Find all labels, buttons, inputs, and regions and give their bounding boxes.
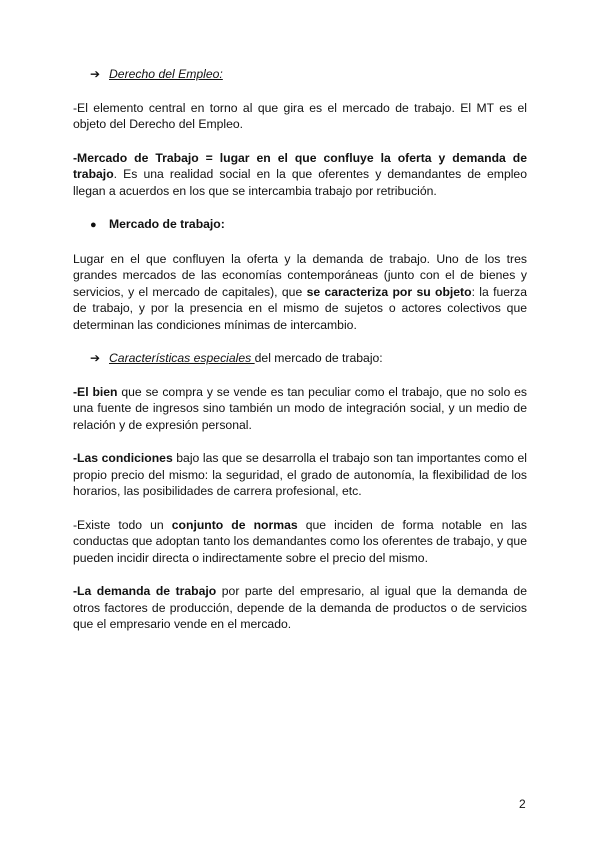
paragraph-text: por parte del empresario, al igual que la demanda de otros factores de producción, depende de la demanda de productos o de servicios que el empresario vende en el mercado. — [73, 584, 527, 631]
heading-text — [109, 350, 383, 367]
paragraph-la-demanda-de-trabajo — [73, 583, 527, 633]
page-number: 2 — [519, 797, 526, 811]
bullet-heading-text: Mercado de trabajo: — [109, 217, 225, 231]
paragraph-text: Lugar en el que confluyen la oferta y la demanda de trabajo. Uno de los tres grandes mercados de las economías contemporáneas (junto con el de bienes y servicios, y el mercado de capitales), que — [73, 251, 527, 299]
paragraph-text: que inciden de forma notable en las conductas que adoptan tanto los demandantes como los oferentes de trabajo, y que pueden incidir directa o indirectamente sobre el precio del mismo. — [73, 517, 527, 565]
paragraph-text: . Es una realidad social en la que oferentes y demandantes de empleo llegan a acuerdos en los que se intercambia trabajo por retribución. — [73, 167, 527, 198]
heading-text: Derecho del Empleo: — [109, 67, 223, 81]
bullet-icon: ● — [90, 219, 97, 231]
paragraph-conjunto-de-normas — [73, 517, 527, 567]
page-content — [73, 66, 527, 633]
arrow-icon: ➔ — [90, 67, 101, 81]
section-heading-derecho-del-empleo — [90, 66, 527, 83]
heading-italic-text: Características especiales — [109, 351, 255, 365]
paragraph-text: -Existe todo un — [73, 517, 172, 532]
paragraph-mercado-central — [73, 100, 527, 133]
arrow-icon: ➔ — [90, 351, 101, 365]
paragraph-text: bajo las que se desarrolla el trabajo son tan importantes como el propio precio del mismo: la seguridad, el grado de autonomía, la flexibilidad de los horarios, las posibilidades de carrera profesional, etc. — [73, 451, 527, 498]
paragraph-mercado-de-trabajo-definition — [73, 150, 527, 200]
bold-phrase: conjunto de normas — [171, 517, 298, 532]
bold-lead: -Las condiciones — [73, 451, 173, 465]
paragraph-text: -El elemento central en torno al que gira es el mercado de trabajo. El MT es el objeto del Derecho del Empleo. — [73, 100, 527, 131]
paragraph-lugar — [73, 251, 527, 334]
paragraph-el-bien — [73, 384, 527, 434]
paragraph-text: que se compra y se vende es tan peculiar como el trabajo, que no solo es una fuente de ingresos sino también un modo de integración social, y un medio de relación y de expresión personal. — [73, 384, 527, 432]
bold-phrase: se caracteriza por su objeto — [306, 284, 472, 299]
bold-lead: -La demanda de trabajo — [73, 584, 217, 598]
section-heading-caracteristicas — [90, 350, 527, 367]
bold-definition: -Mercado de Trabajo = lugar en el que confluye la oferta y demanda de trabajo — [73, 150, 527, 181]
bullet-heading-mercado-de-trabajo — [90, 216, 527, 234]
paragraph-las-condiciones — [73, 450, 527, 500]
heading-rest-text: del mercado de trabajo: — [254, 351, 383, 365]
paragraph-text: : la fuerza de trabajo, y por la presencia en el mismo de sujetos o actores colectivos que determinan las condiciones mínimas de intercambio. — [73, 284, 527, 332]
bold-lead: -El bien — [73, 384, 118, 399]
